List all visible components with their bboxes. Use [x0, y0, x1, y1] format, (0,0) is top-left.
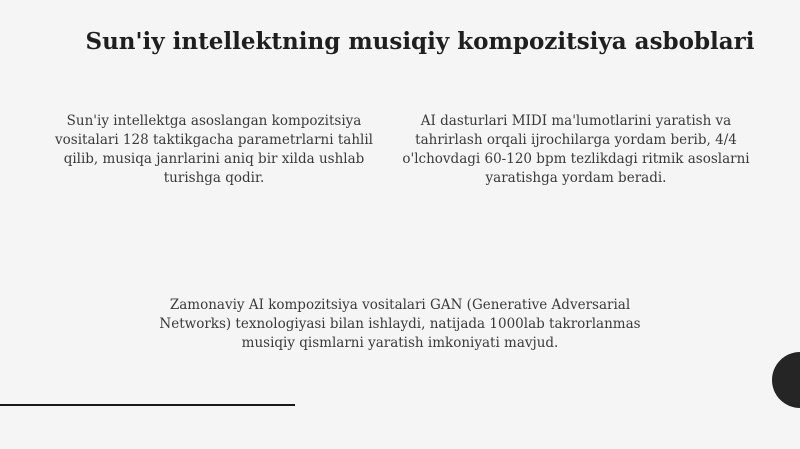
slide-title: Sun'iy intellektning musiqiy kompozitsiya asboblari [85, 28, 755, 55]
decorative-divider-line [0, 404, 295, 406]
decorative-circle [772, 352, 800, 408]
bottom-text-block: Zamonaviy AI kompozitsiya vositalari GAN (Generative Adversarial Networks) texnologiyasi bilan ishlaydi, natijada 1000lab takrorlanmas musiqiy qismlarni yaratish imkoniyati mavjud. [159, 297, 641, 351]
right-text-block: AI dasturlari MIDI ma'lumotlarini yaratish va tahrirlash orqali ijrochilarga yordam berib, 4/4 o'lchovdagi 60-120 bpm tezlikdagi ritmik asoslarni yaratishga yordam beradi. [402, 113, 750, 186]
left-text-block: Sun'iy intellektga asoslangan kompozitsiya vositalari 128 taktikgacha parametrlarni tahlil qilib, musiqa janrlarini aniq bir xilda ushlab turishga qodir. [55, 113, 373, 186]
